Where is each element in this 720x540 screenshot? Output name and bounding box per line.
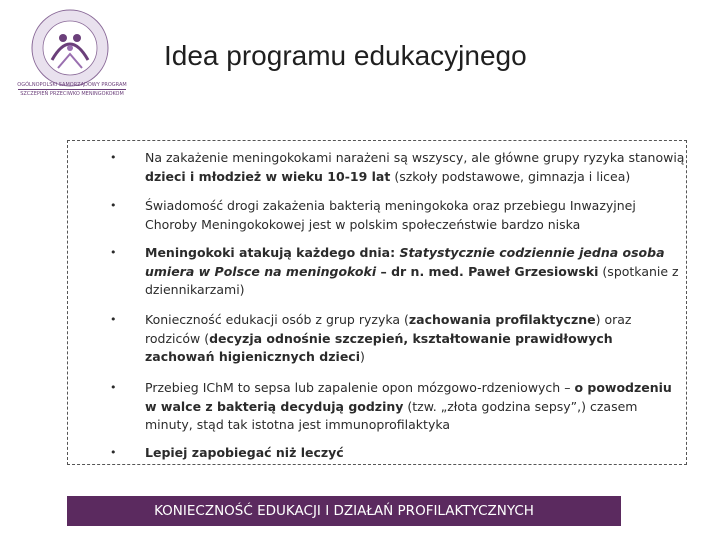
bullet-dot-icon: •: [110, 313, 117, 326]
bullet-dot-icon: •: [110, 381, 117, 394]
footer-banner: [67, 496, 621, 526]
bullet-text-segment: decyzja odnośnie szczepień, kształtowanie prawidłowych zachowań higienicznych dzieci: [145, 330, 613, 364]
bullet-text: [145, 444, 685, 463]
page-title: Idea programu edukacyjnego: [164, 40, 527, 71]
bullet-text: [145, 149, 685, 186]
bullet-text-segment: Statystycznie codziennie jedna osoba umiera w Polsce na meningokoki: [145, 245, 665, 279]
bullet-text-segment: zachowania profilaktyczne: [408, 312, 596, 327]
bullet-text: [145, 197, 685, 234]
bullet-text-segment: ) oraz rodziców (: [145, 312, 632, 346]
logo-caption: [8, 82, 136, 97]
bullet-text: [145, 311, 685, 367]
bullet-text-segment: ): [360, 349, 365, 364]
bullet-text-segment: Na zakażenie meningokokami narażeni są wszyscy, ale główne grupy ryzyka stanowią: [145, 150, 685, 165]
bullet-text-segment: Meningokoki atakują każdego dnia:: [145, 245, 400, 260]
bullet-dot-icon: •: [110, 446, 117, 459]
bullet-list-box: [67, 140, 687, 465]
bullet-dot-icon: •: [110, 151, 117, 164]
bullet-dot-icon: •: [110, 246, 117, 259]
program-logo: [30, 8, 110, 88]
bullet-text-segment: (tzw. „złota godzina sepsy”,) czasem minuty, stąd tak istotna jest immunoprofilaktyka: [145, 398, 638, 432]
logo-caption-line2: SZCZEPIEŃ PRZECIWKO MENINGOKOKOM: [20, 91, 124, 97]
bullet-text-segment: – dr n. med. Paweł Grzesiowski: [376, 263, 599, 279]
bullet-text-segment: Lepiej zapobiegać niż leczyć: [145, 445, 344, 460]
bullet-text: [145, 379, 685, 435]
logo-caption-line1: OGÓLNOPOLSKI SAMORZĄDOWY PROGRAM: [17, 82, 127, 88]
bullet-text-segment: Przebieg IChM to sepsa lub zapalenie opon mózgowo-rdzeniowych –: [145, 380, 575, 395]
bullet-text-segment: dzieci i młodzież w wieku 10-19 lat: [145, 168, 391, 184]
bullet-text: [145, 244, 685, 300]
bullet-dot-icon: •: [110, 199, 117, 212]
bullet-text-segment: Świadomość drogi zakażenia bakterią meningokoka oraz przebiegu Inwazyjnej Choroby Meningokokowej jest w polskim społeczeństwie bardzo niska: [145, 198, 636, 232]
bullet-text-segment: o powodzeniu w walce z bakterią decydują godziny: [145, 380, 672, 414]
footer-banner-text: KONIECZNOŚĆ EDUKACJI I DZIAŁAŃ PROFILAKTYCZNYCH: [154, 503, 534, 519]
bullet-text-segment: (szkoły podstawowe, gimnazja i licea): [390, 168, 631, 184]
bullet-text-segment: Konieczność edukacji osób z grup ryzyka (: [145, 312, 409, 327]
bullet-text-segment: (spotkanie z dziennikarzami): [145, 263, 679, 297]
